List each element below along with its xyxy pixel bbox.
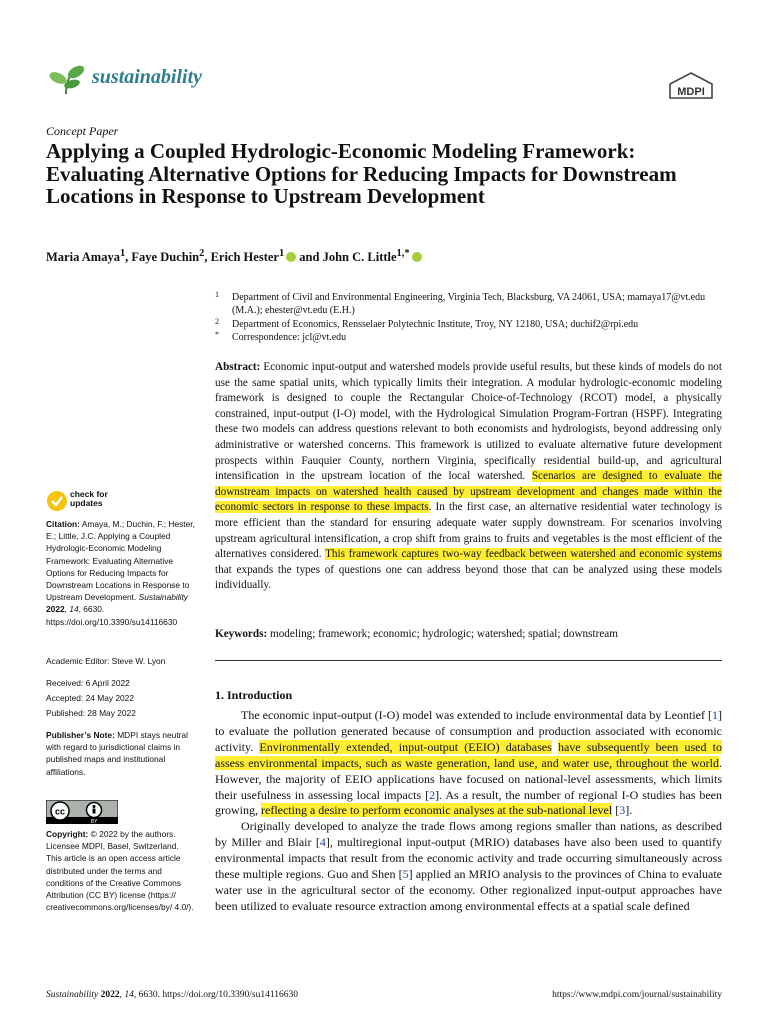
leaf-icon bbox=[46, 62, 86, 96]
footer-citation: Sustainability 2022, 14, 6630. https://doi.org/10.3390/su14116630 bbox=[46, 990, 299, 1000]
svg-text:BY: BY bbox=[90, 819, 98, 824]
paper-type: Concept Paper bbox=[46, 124, 119, 138]
affiliation: 2 Department of Economics, Rensselaer Polytechnic Institute, Troy, NY 12180, USA; duchif2@rpi.edu bbox=[215, 317, 639, 330]
paragraph: Originally developed to analyze the trade flows among regions smaller than nations, as described by Miller and Blair [4], multiregional input-output (MRIO) databases have also been used to quantify environmental impacts that result from the economic activity and trade occurring simultaneously across these multiple regions. Guo and Shen [5] applied an MRIO analysis to the provinces of China to evaluate water use in the agricultural sector of the economy. Other regionalized input-output approaches have been utilized to evaluate resource extraction among environmental effects at a spatial scale defined bbox=[215, 819, 723, 913]
svg-text:cc: cc bbox=[54, 806, 66, 817]
highlight: Scenarios are designed to evaluate the downstream impacts on watershed health caused by upstream development and changes made within the economic sectors in response to these impacts bbox=[215, 470, 722, 514]
author-name: Maria Amaya bbox=[46, 250, 120, 265]
highlight: Environmentally extended, input-output (EEIO) databases bbox=[259, 739, 552, 754]
abstract: Abstract: Economic input-output and watershed models provide useful results, but these kinds of models do not use the same spatial units, which typically limits their integration. A modular hydrologic-economic modeling framework is designed to couple the Rectangular Choice-of-Technology (RCOT) model, a physically constrained, input-output (I-O) model, with the Hydrological Simulation Program-Fortran (HSPF). Integrating these two models can address questions relevant to both economists and hydrologists, beyond addressing only administrative or watershed concerns. This framework is utilized to evaluate alternative future development prospects within Fauquier County, northern Virginia, specifically residential build-up, and agricultural intensification in the upstream location of the local watershed. Scenarios are designed to evaluate the downstream impacts on watershed health caused by upstream development and changes made within the economic sectors in response to these impacts. In the first case, an alternative residential water technology is more efficient than the standard for ensuring adequate water supply downstream. For scenarios involving upstream agricultural intensification, a crop shift from grains to fruits and vegetables is the most efficient of the alternatives considered. This framework captures two-way feedback between watershed and economic systems that expands the types of questions one can address beyond those that can be analyzed using these models individually. bbox=[215, 361, 722, 592]
cc-by-icon[interactable] bbox=[46, 800, 118, 824]
citation-link[interactable]: 1 bbox=[712, 708, 718, 722]
journal-name[interactable]: sustainability bbox=[92, 66, 203, 88]
orcid-icon[interactable] bbox=[286, 252, 296, 262]
paper-title: Applying a Coupled Hydrologic-Economic Modeling Framework: Evaluating Alternative Options for Reducing Impacts for Downstream Locations in Response to Upstream Development bbox=[46, 139, 677, 208]
academic-editor: Academic Editor: Steve W. Lyon bbox=[46, 656, 166, 666]
author-list: Maria Amaya$^1$, Faye Duchin$^2$, Erich Hester$^1$ and John C. Little$^{1,*}$ bbox=[46, 248, 422, 265]
correspondence: * Correspondence: jcl@vt.edu bbox=[215, 330, 347, 343]
mdpi-logo-text: MDPI bbox=[677, 86, 705, 98]
author-name: Faye Duchin bbox=[131, 250, 200, 265]
highlight: reflecting a desire to perform economic analyses at the sub-national level bbox=[261, 803, 613, 818]
section-heading: 1. Introduction bbox=[215, 688, 293, 702]
affiliation: 1 Department of Civil and Environmental Engineering, Virginia Tech, Blacksburg, VA 24061, USA; mamaya17@vt.edu (M.A.); ehester@vt.edu (E.H.) bbox=[215, 290, 706, 316]
citation-link[interactable]: 4 bbox=[319, 835, 326, 850]
publishers-note: Publisher’s Note: MDPI stays neutral with regard to jurisdictional claims in published maps and institutional affiliations. bbox=[46, 730, 188, 777]
published-date: Published: 28 May 2022 bbox=[46, 708, 136, 718]
keywords: Keywords: modeling; framework; economic; hydrologic; watershed; spatial; downstream bbox=[215, 628, 618, 640]
citation-link[interactable]: 3 bbox=[619, 803, 626, 818]
check-for-updates-label[interactable]: check for updates bbox=[70, 489, 108, 508]
author-name: Erich Hester bbox=[210, 250, 279, 265]
body-text bbox=[215, 708, 722, 915]
mdpi-logo[interactable] bbox=[666, 71, 716, 101]
citation-link[interactable]: 2 bbox=[429, 787, 436, 802]
orcid-icon[interactable] bbox=[412, 252, 422, 262]
citation-link[interactable]: 5 bbox=[402, 867, 409, 882]
footer-journal-url[interactable]: https://www.mdpi.com/journal/sustainability bbox=[552, 990, 722, 1000]
highlight: This framework captures two-way feedback between watershed and economic systems bbox=[325, 548, 722, 561]
received-date: Received: 6 April 2022 bbox=[46, 678, 130, 688]
citation-block: Citation: Amaya, M.; Duchin, F.; Hester, E.; Little, J.C. Applying a Coupled Hydrologic-Economic Modeling Framework: Evaluating Alternative Options for Reducing Impacts for Downstream Locations in Response to Upstream Development. Sustainability 2022, 14, 6630. https://doi.org/10.3390/su14116630 bbox=[46, 519, 195, 627]
accepted-date: Accepted: 24 May 2022 bbox=[46, 693, 134, 703]
divider bbox=[215, 660, 722, 661]
highlight: have subsequently been used to assess environmental impacts, such as waste generation, land use, and water use, throughout the world bbox=[215, 739, 723, 770]
paragraph: The economic input-output (I-O) model was extended to include environmental data by Leontief [1] to evaluate the pollution generated because of consumption and production associated with economic activity. Environmentally extended, input-output (EEIO) databases have subsequently been used to assess environmental impacts, such as waste generation, land use, and water use, throughout the world. However, the majority of EEIO applications have focused on national-level assessments, which limits their usefulness in assessing local impacts [2]. As a result, the number of regional I-O studies has been growing, reflecting a desire to perform economic analyses at the sub-national level [3]. bbox=[215, 708, 723, 818]
author-name: John C. Little bbox=[322, 250, 397, 265]
copyright: Copyright: © 2022 by the authors. Licensee MDPI, Basel, Switzerland. This article is an open access article distributed under the terms and conditions of the Creative Commons Attribution (CC BY) license (https:// creativecommons.org/licenses/by/ 4.0/). bbox=[46, 829, 194, 913]
